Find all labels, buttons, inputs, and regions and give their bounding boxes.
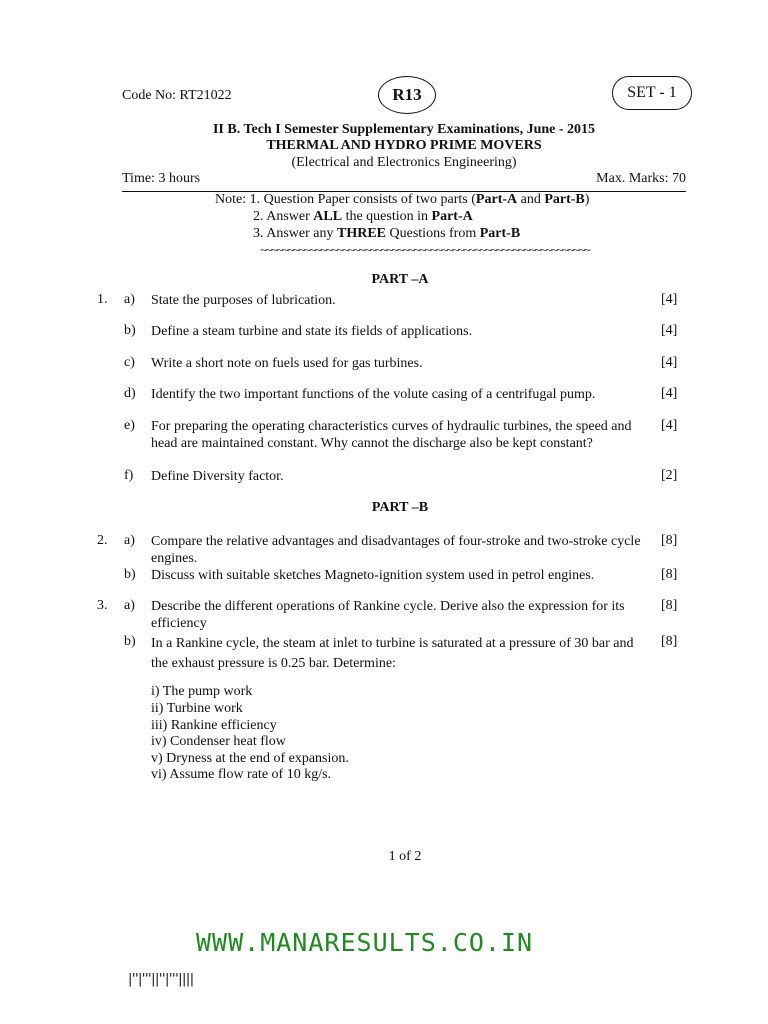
regulation-badge: R13 — [378, 76, 436, 114]
note-text: Questions from — [386, 226, 480, 241]
note-bold: Part-A — [431, 209, 473, 224]
note-text: 3. Answer any — [253, 226, 337, 241]
sub-part: v) Dryness at the end of expansion. — [151, 751, 349, 766]
note-bold: Part-B — [544, 192, 585, 207]
note-line-1 — [215, 192, 589, 208]
exam-title: II B. Tech I Semester Supplementary Examinations, June - 2015 — [212, 122, 596, 137]
question-marks: [4] — [661, 355, 678, 370]
question-text: Define a steam turbine and state its fields of applications. — [151, 324, 473, 339]
question-marks: [2] — [661, 468, 678, 483]
note-bold: Part-A — [475, 192, 518, 207]
note-line-3 — [253, 226, 520, 242]
sub-part: iii) Rankine efficiency — [151, 718, 277, 733]
question-label: f) — [124, 468, 134, 483]
question-label: a) — [124, 598, 135, 613]
question-text: For preparing the operating characteristics curves of hydraulic turbines, the speed and head are maintained constant. Why cannot the discharge also be kept constant? — [151, 419, 632, 451]
note-bold: Part-B — [479, 226, 521, 241]
code-number: Code No: RT21022 — [122, 88, 232, 103]
question-text: Discuss with suitable sketches Magneto-ignition system used in petrol engines. — [151, 568, 595, 583]
sub-part: iv) Condenser heat flow — [151, 734, 286, 749]
note-text: and — [517, 192, 545, 207]
question-label: b) — [124, 567, 136, 582]
question-label: c) — [124, 355, 135, 370]
sub-part: vi) Assume flow rate of 10 kg/s. — [151, 767, 332, 782]
max-marks: Max. Marks: 70 — [596, 171, 686, 186]
page-number: 1 of 2 — [388, 849, 422, 864]
subject-title: THERMAL AND HYDRO PRIME MOVERS — [266, 138, 542, 153]
question-text: Describe the different operations of Rankine cycle. Derive also the expression for its efficiency — [151, 599, 625, 631]
note-bold: ALL — [313, 209, 343, 224]
tilde-separator: ~~~~~~~~~~~~~~~~~~~~~~~~~~~~~~~~~~~~~~~~~~~~~~~~~~~~~~~~~~~~ — [260, 243, 590, 257]
question-label: e) — [124, 418, 135, 433]
part-a-heading: PART –A — [371, 272, 429, 287]
question-marks: [8] — [661, 533, 678, 548]
question-marks: [8] — [661, 634, 678, 649]
branch-name: (Electrical and Electronics Engineering) — [291, 155, 517, 170]
question-text: Compare the relative advantages and disadvantages of four-stroke and two-stroke cycle engines. — [151, 534, 641, 566]
question-label: b) — [124, 323, 136, 338]
sub-part: i) The pump work — [151, 684, 253, 699]
question-marks: [8] — [661, 598, 678, 613]
question-marks: [8] — [661, 567, 678, 582]
question-text: Write a short note on fuels used for gas turbines. — [151, 356, 423, 371]
note-text: Note: 1. Question Paper consists of two parts ( — [215, 192, 476, 207]
part-b-heading: PART –B — [371, 500, 429, 515]
website-watermark: WWW.MANARESULTS.CO.IN — [196, 928, 534, 957]
question-number: 3. — [97, 598, 108, 613]
time-allowed: Time: 3 hours — [122, 171, 201, 186]
question-text: State the purposes of lubrication. — [151, 293, 336, 308]
question-text: In a Rankine cycle, the steam at inlet to turbine is saturated at a pressure of 30 bar and the exhaust pressure is 0.25 bar. Determine: — [151, 636, 634, 671]
barcode: |''|'''||''|'''|||| — [128, 972, 194, 987]
question-marks: [4] — [661, 418, 678, 433]
question-marks: [4] — [661, 292, 678, 307]
note-text: ) — [584, 192, 590, 207]
question-label: a) — [124, 533, 135, 548]
question-label: d) — [124, 386, 136, 401]
note-line-2 — [253, 209, 473, 225]
question-marks: [4] — [661, 323, 678, 338]
sub-part: ii) Turbine work — [151, 701, 243, 716]
question-marks: [4] — [661, 386, 678, 401]
note-bold: THREE — [337, 226, 387, 241]
question-text: Define Diversity factor. — [151, 469, 284, 484]
question-text: Identify the two important functions of the volute casing of a centrifugal pump. — [151, 387, 596, 402]
question-label: a) — [124, 292, 135, 307]
question-number: 1. — [97, 292, 108, 307]
question-label: b) — [124, 634, 136, 649]
note-text: 2. Answer — [253, 209, 314, 224]
note-text: the question in — [342, 209, 432, 224]
question-number: 2. — [97, 533, 108, 548]
set-badge: SET - 1 — [612, 76, 692, 110]
